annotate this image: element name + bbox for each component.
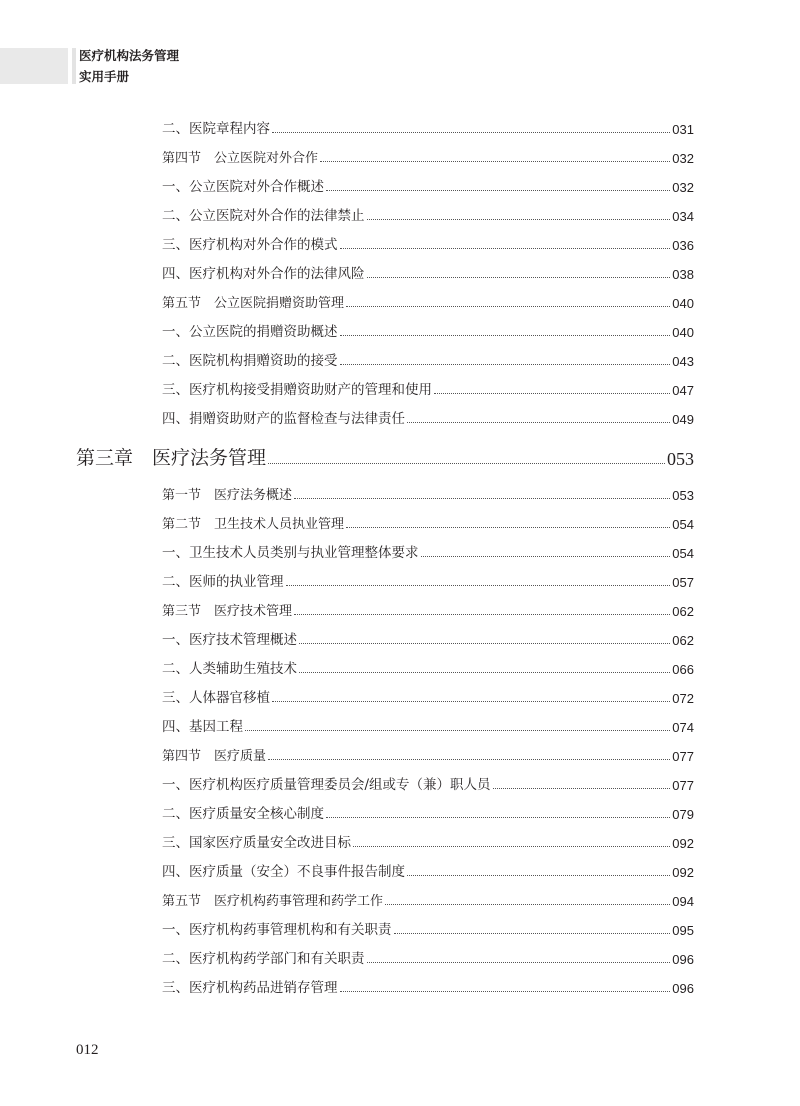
toc-section-row [162,599,694,619]
page-number: 012 [76,1042,99,1058]
toc-leader-dots [340,364,671,365]
toc-item-row [162,976,694,996]
toc-item-row [162,262,694,282]
toc-entry-title: 第三章 医疗法务管理 [76,447,267,470]
toc-leader-dots [294,498,670,499]
toc-entry-page: 077 [672,777,694,793]
toc-entry-page: 054 [672,546,694,562]
toc-leader-dots [493,788,671,789]
toc-entry-page: 079 [672,806,694,822]
toc-leader-dots [434,393,670,394]
toc-entry-page: 054 [672,517,694,533]
toc-entry-page: 053 [667,449,694,470]
toc-item-row [162,320,694,340]
toc-entry-title: 二、医疗机构药学部门和有关职责 [162,950,365,967]
toc-entry-page: 057 [672,575,694,591]
toc-entry-page: 036 [672,237,694,253]
toc-entry-page: 032 [672,150,694,166]
toc-entry-page: 049 [672,411,694,427]
toc-entry-title: 三、医疗机构对外合作的模式 [162,236,338,253]
toc-entry-title: 三、医疗机构药品进销存管理 [162,979,338,996]
toc-item-row [162,802,694,822]
toc-entry-title: 第五节 医疗机构药事管理和药学工作 [162,893,384,909]
toc-entry-page: 072 [672,691,694,707]
toc-section-row [162,889,694,909]
toc-entry-page: 062 [672,633,694,649]
toc-leader-dots [421,556,671,557]
toc-entry-page: 092 [672,864,694,880]
toc-leader-dots [286,585,671,586]
running-header-subtitle: 实用手册 [79,69,130,84]
toc-leader-dots [268,463,665,464]
toc-item-row [162,860,694,880]
toc-item-row [162,628,694,648]
toc-item-row [162,947,694,967]
toc-leader-dots [346,527,670,528]
toc-entry-title: 四、医疗质量（安全）不良事件报告制度 [162,863,405,880]
toc-entry-title: 二、人类辅助生殖技术 [162,661,297,678]
header-gray-block [0,48,68,84]
toc-entry-page: 092 [672,835,694,851]
toc-leader-dots [367,277,671,278]
toc-entry-title: 一、公立医院的捐赠资助概述 [162,323,338,340]
toc-item-row [162,175,694,195]
toc-entry-page: 053 [672,488,694,504]
toc-entry-page: 066 [672,662,694,678]
toc-item-row [162,117,694,137]
toc-entry-page: 038 [672,266,694,282]
toc-item-row [162,570,694,590]
toc-section-row [162,744,694,764]
toc-section-row [162,483,694,503]
toc-item-row [162,349,694,369]
toc-entry-title: 二、医院机构捐赠资助的接受 [162,352,338,369]
toc-item-row [162,831,694,851]
toc-item-row [162,204,694,224]
toc-entry-page: 095 [672,922,694,938]
toc-leader-dots [272,701,670,702]
toc-entry-title: 一、医疗机构药事管理机构和有关职责 [162,921,392,938]
toc-entry-title: 四、医疗机构对外合作的法律风险 [162,265,365,282]
toc-leader-dots [340,991,671,992]
running-header-title: 医疗机构法务管理 [79,48,180,63]
toc-entry-page: 043 [672,353,694,369]
toc-leader-dots [294,614,670,615]
toc-leader-dots [326,817,670,818]
toc-item-row [162,378,694,398]
toc-leader-dots [407,422,670,423]
toc-entry-page: 040 [672,324,694,340]
toc-entry-title: 一、公立医院对外合作概述 [162,178,324,195]
toc-entry-title: 第一节 医疗法务概述 [162,488,293,504]
toc-leader-dots [320,161,670,162]
toc-entry-page: 047 [672,382,694,398]
toc-leader-dots [346,306,670,307]
toc-entry-title: 四、基因工程 [162,719,243,736]
toc-entry-title: 二、医师的执业管理 [162,574,284,591]
toc-entry-page: 074 [672,720,694,736]
toc-entry-page: 031 [672,122,694,137]
toc-leader-dots [299,672,670,673]
toc-entry-title: 第四节 公立医院对外合作 [162,150,319,166]
toc-entry-page: 094 [672,893,694,909]
toc-entry-title: 三、国家医疗质量安全改进目标 [162,834,351,851]
toc-entry-title: 一、医疗机构医疗质量管理委员会/组或专（兼）职人员 [162,776,491,793]
toc-leader-dots [394,933,671,934]
toc-entry-page: 096 [672,951,694,967]
toc-entry-title: 三、人体器官移植 [162,690,270,707]
toc-leader-dots [340,335,671,336]
toc-leader-dots [367,962,671,963]
toc-leader-dots [385,904,670,905]
toc-leader-dots [299,643,670,644]
toc-chapter-row [76,444,694,470]
toc-section-row [162,512,694,532]
toc-item-row [162,233,694,253]
toc-item-row [162,657,694,677]
toc-leader-dots [272,132,670,133]
toc-item-row [162,918,694,938]
toc-entry-page: 040 [672,295,694,311]
toc-entry-title: 第五节 公立医院捐赠资助管理 [162,295,345,311]
toc-entry-title: 四、捐赠资助财产的监督检查与法律责任 [162,410,405,427]
toc-item-row [162,773,694,793]
toc-entry-page: 077 [672,749,694,764]
toc-entry-page: 096 [672,980,694,996]
toc-entry-page: 062 [672,604,694,620]
header-divider-bar [72,48,76,84]
toc-leader-dots [367,219,671,220]
toc-item-row [162,715,694,735]
toc-leader-dots [268,759,670,760]
toc-entry-title: 二、医疗质量安全核心制度 [162,805,324,822]
toc-leader-dots [245,730,670,731]
toc-item-row [162,541,694,561]
toc-entry-title: 第四节 医疗质量 [162,749,267,764]
toc-entry-page: 032 [672,179,694,195]
toc-leader-dots [340,248,671,249]
toc-item-row [162,686,694,706]
toc-leader-dots [407,875,670,876]
toc-entry-title: 二、公立医院对外合作的法律禁止 [162,207,365,224]
toc-entry-title: 一、医疗技术管理概述 [162,632,297,649]
toc-entry-title: 第三节 医疗技术管理 [162,604,293,620]
toc-section-row [162,146,694,166]
toc-leader-dots [353,846,670,847]
toc-entry-title: 第二节 卫生技术人员执业管理 [162,517,345,533]
toc-item-row [162,407,694,427]
toc-entry-title: 一、卫生技术人员类别与执业管理整体要求 [162,545,419,562]
toc-entry-title: 三、医疗机构接受捐赠资助财产的管理和使用 [162,381,432,398]
toc-entry-title: 二、医院章程内容 [162,121,270,137]
toc-leader-dots [326,190,670,191]
toc-entry-page: 034 [672,208,694,224]
toc-section-row [162,291,694,311]
